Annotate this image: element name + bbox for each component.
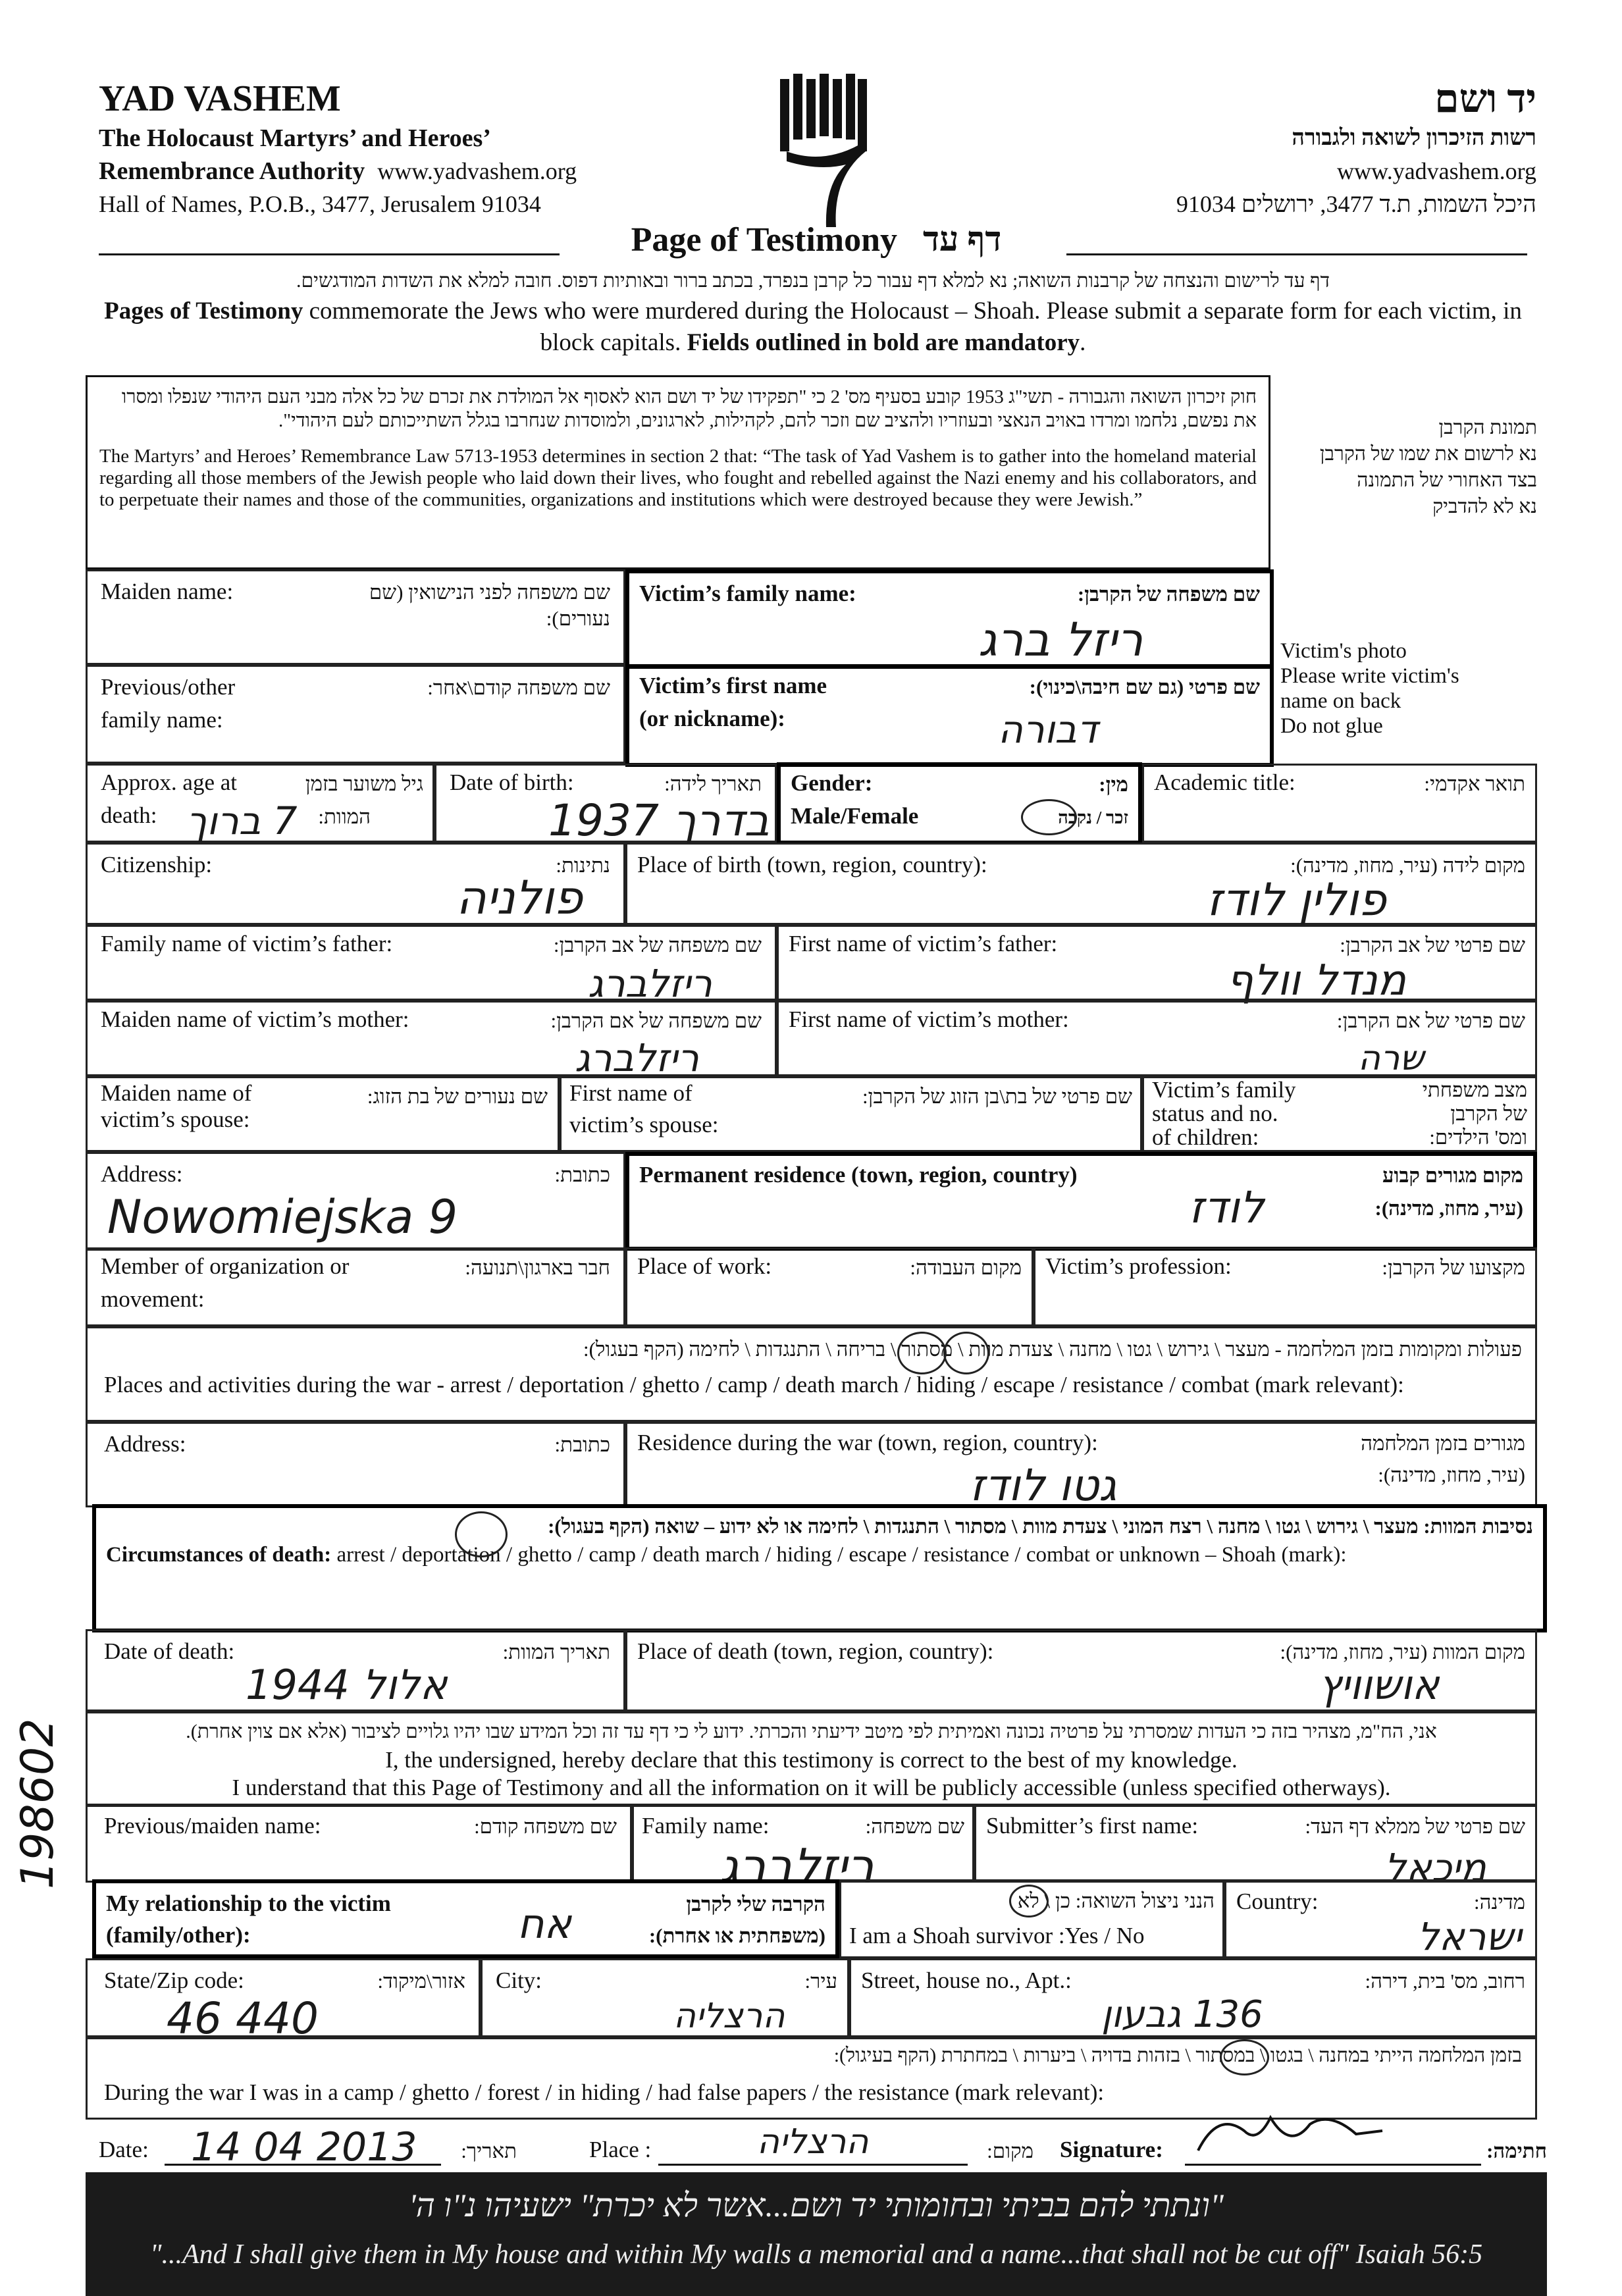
date-input[interactable] (165, 2124, 441, 2170)
address-field[interactable]: Address: כתובת: Nowomiejska 9 (86, 1152, 625, 1251)
address-value: Nowomiejska 9 (107, 1190, 458, 1244)
spouse-maiden-name-field[interactable]: Maiden name of victim’s spouse: שם נעורים של בת הזוג: (86, 1076, 560, 1152)
mother-first-name-value: שרה (1358, 1039, 1425, 1078)
title-rule-right (1066, 253, 1527, 255)
page-title-he: דף עד (923, 221, 1002, 259)
date-of-birth-field[interactable]: Date of birth: תאריך לידה: 1937 בדרך (434, 764, 777, 843)
father-first-name-field[interactable]: First name of victim’s father: שם פרטי של אב הקרבן: מנדל וולף (777, 925, 1537, 1001)
title-rule-left (99, 253, 560, 255)
photo-he-2: נא לרשום את שמו של הקרבן (1319, 443, 1537, 465)
permanent-residence-value: לודז (1189, 1182, 1265, 1233)
activity-camp-circle (897, 1332, 947, 1374)
victim-first-name-field[interactable]: Victim’s first name (or nickname): שם פרטי (גם שם חיבה\כינוי): דבורה (625, 665, 1274, 767)
maiden-name-field[interactable]: Maiden name: שם משפחה לפני הנישואין (שם נעורים): (86, 569, 625, 665)
relationship-field[interactable]: My relationship to the victim (family/other): הקרבה שלי לקרבן (משפחתית או אחרת): אח (92, 1879, 839, 1958)
street-field[interactable]: Street, house no., Apt.: רחוב, מס' בית, דירה: 136 גבעון (849, 1958, 1537, 2037)
country-field[interactable]: Country: מדינה: ישראל (1224, 1879, 1537, 1958)
organization-field[interactable]: Member of organization or movement: חבר בארגון\תנועה: (86, 1247, 625, 1326)
law-he: חוק זיכרון השואה והגבורה - תשי"ג 1953 קובע בסעיף מס' 2 כי "תפקידו של יד ושם הוא לאסוף אל המולדת את זכרם של כל אלה מבני העם היהודי שנפלו ומסרו את נפשם, נלחמו ומרדו באויב הנאצי ובעוזריו ולהציב שם וזכר להם, לקהילות, לארגונים, ולמוסדות שנחרבו בגלל השתייכותם לעם היהודי". (121, 386, 1257, 431)
footer-quote-he: "ונתתי להם בביתי ובחומותי יד ושם...אשר לא יכרת" ישעיהו נ"ו ה' (408, 2187, 1224, 2224)
spouse-first-name-field[interactable]: First name of victim’s spouse: שם פרטי של בת\בן הזוג של הקרבן: (560, 1076, 1142, 1152)
gender-female-circle (1021, 799, 1077, 835)
submitter-war-location-field[interactable]: בזמן המלחמה הייתי במחנה \ בגטו \ במסתור \ בזהות בדויה \ ביערות \ במחתרת (הקף בעיגול): During the war I was in a camp / ghetto / forest / in hiding / had false papers / the resistance (mark relevant): (86, 2037, 1537, 2120)
city-field[interactable]: City: עיר: הרצליה (481, 1958, 849, 2037)
signature-line: Date: 14 04 2013 תאריך: Place : הרצליה מקום: Signature: חתימה: (99, 2126, 1547, 2172)
relationship-value: אח (517, 1900, 571, 1948)
family-status-field[interactable]: Victim’s family status and no. of children: מצב משפחתי של הקרבן ומס' הילדים: (1142, 1076, 1537, 1152)
intro-text (99, 267, 1527, 359)
header-hebrew (1010, 76, 1536, 221)
page-title: Page of Testimony דף עד (631, 221, 1002, 259)
place-input[interactable] (658, 2122, 968, 2166)
citizenship-value: פולניה (456, 871, 583, 925)
org-name-en: YAD VASHEM (99, 78, 341, 119)
academic-title-field[interactable]: Academic title: תואר אקדמי: (1142, 764, 1537, 843)
handwritten-signature-icon (1191, 2104, 1389, 2157)
place-of-birth-field[interactable]: Place of birth (town, region, country): מקום לידה (עיר, מחוז, מדינה): פולין לודז (625, 843, 1537, 925)
website-en: www.yadvashem.org (377, 158, 577, 184)
declaration: אני, הח"מ, מצהיר בזה כי העדות שמסרתי על פרטיה נכונה ואמיתית לפי מיטב ידיעתי והכרתי. ידוע לי כי דף עד זה וכל המידע שבו יהיו גלויים לציבור (אלא אם צוין אחרת). I, the undersigned, hereby declare that this testimony is correct to the best of my knowledge. I understand that this Page of Testimony and all the information on it will be publicly accessible (unless specified otherways). (86, 1711, 1537, 1807)
mother-first-name-field[interactable]: First name of victim’s mother: שם פרטי של אם הקרבן: שרה (777, 1001, 1537, 1076)
side-reference-number: 198602 (12, 1718, 64, 1889)
city-value: הרצליה (673, 1996, 785, 2036)
victim-first-name-value: דבורה (998, 707, 1098, 752)
submitter-first-name-field[interactable]: Submitter’s first name: שם פרטי של ממלא דף העד: מיכאל (974, 1804, 1537, 1883)
org-name-he: יד ושם (1434, 77, 1536, 120)
website-he: www.yadvashem.org (1337, 158, 1536, 184)
footer-quote-banner (86, 2172, 1547, 2296)
law-box (86, 375, 1270, 569)
war-residence-field[interactable]: Residence during the war (town, region, country): מגורים בזמן המלחמה (עיר, מחוז, מדינה): גטו לודז (625, 1422, 1537, 1507)
war-residence-value: גטו לודז (970, 1460, 1117, 1511)
gender-field[interactable]: Gender: Male/Female מין: זכר / נקבה (777, 762, 1142, 845)
submitter-family-name-field[interactable]: Family name: שם משפחה: ריזלברג (632, 1804, 974, 1883)
submitter-first-name-value: מיכאל (1384, 1845, 1486, 1890)
war-activities-field[interactable]: פעולות ומקומות בזמן המלחמה - מעצר \ גירוש \ גטו \ מחנה \ צעדת מוות \ מסתור \ בריחה \ התנגדות \ לחימה (הקף בעגול): Places and activities during the war - arrest / deportation / ghetto / camp / death march / hiding / escape / resistance / combat (mark relevant): (86, 1326, 1537, 1422)
intro-en: Pages of Testimony commemorate the Jews who were murdered during the Holocaust – Shoah. Please submit a separate form for each victim, in block capitals. Fields outlined in bold are mandatory. (104, 298, 1522, 356)
mother-maiden-name-value: ריזלברג (575, 1035, 699, 1080)
place-of-death-field[interactable]: Place of death (town, region, country): מקום המוות (עיר, מחוז, מדינה): אושוויץ (625, 1629, 1537, 1711)
org-subtitle2-en: Remembrance Authority www.yadvashem.org (99, 157, 577, 185)
zip-code-field[interactable]: State/Zip code: אזור\מיקוד: 46 440 (86, 1958, 481, 2037)
citizenship-field[interactable]: Citizenship: נתינות: פולניה (86, 843, 625, 925)
father-first-name-value: מנדל וולף (1226, 956, 1406, 1005)
father-family-name-value: ריזלברג (588, 961, 712, 1006)
circumstance-shoah-circle (455, 1511, 508, 1557)
signature-input[interactable] (1185, 2134, 1481, 2166)
submitter-previous-name-field[interactable]: Previous/maiden name: שם משפחה קודם: (86, 1804, 632, 1883)
date-of-death-field[interactable]: Date of death: תאריך המוות: 1944 אלול (86, 1629, 625, 1711)
org-subtitle-he: רשות הזיכרון לשואה ולגבורה (1292, 126, 1536, 150)
photo-instructions (1280, 415, 1537, 738)
intro-he: דף עד לרישום והנצחה של קרבנות השואה; נא למלא דף עבור כל קרבן בנפרד, בכתב ברור ובאותיות דפוס. חובה למלא את השדות המודגשים. (296, 270, 1330, 292)
submitter-family-name-value: ריזלברג (719, 1839, 874, 1894)
victim-family-name-field[interactable]: Victim’s family name: שם משפחה של הקרבן: ריזל ברג (625, 569, 1274, 668)
circumstances-of-death-field[interactable]: נסיבות המוות: מעצר \ גירוש \ גטו \ מחנה \ רצח המוני \ צעדת מוות \ מסתור \ התנגדות \ לחימה או לא ידוע – שואה (הקף בעגול): Circumstances of death: arrest / deportation / ghetto / camp / death march / hiding / escape / resistance / combat or unknown – Shoah (mark): (92, 1504, 1547, 1632)
activity-ghetto-circle (943, 1332, 989, 1374)
photo-he-1: תמונת הקרבן (1438, 417, 1537, 438)
org-subtitle-en: The Holocaust Martyrs’ and Heroes’ (99, 124, 491, 152)
date-of-death-value: 1944 אלול (246, 1661, 448, 1709)
place-value: הרצליה (757, 2122, 869, 2162)
mother-maiden-name-field[interactable]: Maiden name of victim’s mother: שם משפחה של אם הקרבן: ריזלברג (86, 1001, 777, 1076)
profession-field[interactable]: Victim’s profession: מקצועו של הקרבן: (1033, 1247, 1537, 1326)
photo-he-4: נא לא להדביק (1432, 496, 1537, 517)
law-en: The Martyrs’ and Heroes’ Remembrance Law 5713-1953 determines in section 2 that: “The task of Yad Vashem is to gather into the homeland material regarding all those members of the Jewish people who laid down their lives, who fought and rebelled against the Nazi enemy and his collaborators, and to perpetuate their names and those of the communities, organizations and institutions which were destroyed because they were Jewish.” (99, 446, 1257, 510)
yad-vashem-logo-icon (773, 72, 872, 230)
address-en: Hall of Names, P.O.B., 3477, Jerusalem 91034 (99, 191, 541, 217)
date-value: 14 04 2013 (191, 2124, 417, 2170)
address-he: היכל השמות, ת.ד 3477, ירושלים 91034 (1176, 191, 1536, 217)
place-of-work-field[interactable]: Place of work: מקום העבודה: (625, 1247, 1033, 1326)
age-at-death-field[interactable]: Approx. age at death: גיל משוער בזמן המוות: 7 ברוך (86, 764, 434, 843)
permanent-residence-field[interactable]: Permanent residence (town, region, country) מקום מגורים קבוע (עיר, מחוז, מדינה): לודז (625, 1152, 1537, 1251)
place-of-birth-value: פולין לודז (1207, 874, 1386, 926)
photo-he-3: בצד האחורי של התמונה (1357, 469, 1537, 491)
photo-en: Victim's photo Please write victim's name on back Do not glue (1280, 639, 1459, 738)
survivor-yes-circle (1009, 1885, 1049, 1918)
war-ghetto-circle (1220, 2039, 1269, 2075)
street-value: 136 גבעון (1101, 1993, 1263, 2036)
victim-family-name-value: ריזל ברג (978, 613, 1143, 667)
place-of-death-value: אושוויץ (1319, 1661, 1440, 1709)
title-bar (99, 221, 1527, 267)
footer-quote-en: "...And I shall give them in My house and within My walls a memorial and a name...that shall not be cut off" Isaiah 56:5 (149, 2239, 1483, 2270)
zip-code-value: 46 440 (167, 1993, 319, 2044)
previous-family-name-field[interactable]: Previous/other family name: שם משפחה קודם\אחר: (86, 665, 625, 764)
war-address-field[interactable]: Address: כתובת: (86, 1422, 625, 1507)
date-of-birth-value: 1937 בדרך (548, 795, 770, 846)
country-value: ישראל (1417, 1914, 1522, 1959)
header-english (99, 76, 658, 221)
shoah-survivor-field[interactable]: הנני ניצול השואה: כן \ לא I am a Shoah survivor :Yes / No (839, 1879, 1224, 1958)
age-at-death-value: 7 ברוך (186, 798, 298, 843)
father-family-name-field[interactable]: Family name of victim’s father: שם משפחה של אב הקרבן: ריזלברג (86, 925, 777, 1001)
